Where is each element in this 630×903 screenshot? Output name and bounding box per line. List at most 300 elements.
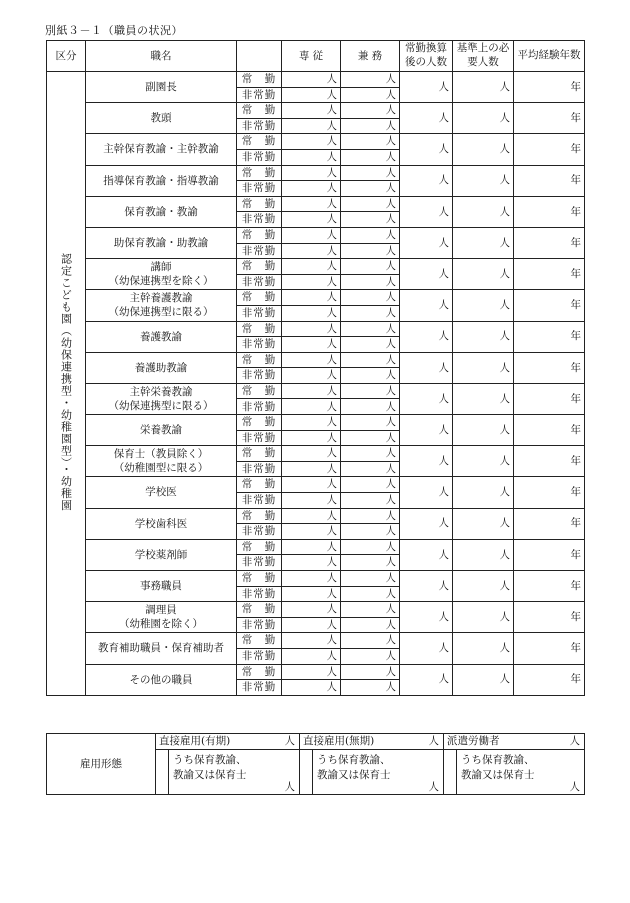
unit-person: 人 [326,462,337,475]
table-row [47,477,585,493]
job-title-cell [86,383,237,414]
document-title: 別紙３－１（職員の状況） [45,24,183,37]
converted-count-cell[interactable] [400,103,453,134]
unit-person: 人 [326,119,337,132]
unit-person: 人 [326,275,337,288]
converted-count-cell[interactable] [400,352,453,383]
job-title-cell [86,664,237,695]
employment-type-label: 非常勤 [241,525,277,538]
full-time-count-cell[interactable] [282,586,341,602]
table-row [47,633,585,649]
avg-experience-cell[interactable] [514,196,585,227]
employment-type-cell [237,430,282,446]
avg-experience-cell[interactable] [514,664,585,695]
job-title-cell [86,446,237,477]
employment-type-cell [237,227,282,243]
unit-person: 人 [326,634,337,647]
employment-type-cell [237,243,282,259]
employment-type-label: 非常勤 [241,275,277,288]
employment-type-label: 非常勤 [241,213,277,226]
concurrent-count-cell[interactable] [341,352,400,368]
full-time-count-cell[interactable] [282,181,341,197]
avg-experience-cell[interactable] [514,259,585,290]
avg-experience-cell[interactable] [514,103,585,134]
job-title: 学校医 [145,486,177,499]
concurrent-count-cell[interactable] [341,571,400,587]
employment-type-cell [237,118,282,134]
unit-person: 人 [326,213,337,226]
category-label: 認定こども園（幼保連携型・幼稚園型）・幼稚園 [59,252,73,512]
required-count-cell[interactable] [453,446,514,477]
full-time-count-cell[interactable] [282,103,341,119]
unit-person: 人 [385,353,396,366]
full-time-count-cell[interactable] [282,243,341,259]
full-time-count-cell[interactable] [282,368,341,384]
unit-label: 人 [438,486,449,499]
required-count-cell[interactable] [453,508,514,539]
employment-type-cell [237,617,282,633]
required-count-cell[interactable] [453,72,514,103]
full-time-count-cell[interactable] [282,118,341,134]
employment-type-label: 常 勤 [241,135,277,148]
employment-col-indefinite [300,734,444,750]
required-count-cell[interactable] [453,539,514,570]
avg-experience-cell[interactable] [514,602,585,633]
unit-person: 人 [326,556,337,569]
employment-type-cell [237,680,282,696]
unit-label: 人 [438,517,449,530]
full-time-count-cell[interactable] [282,461,341,477]
employment-type-label: 非常勤 [241,369,277,382]
unit-person: 人 [385,525,396,538]
full-time-count-cell[interactable] [282,321,341,337]
converted-count-cell[interactable] [400,196,453,227]
job-title: 学校薬剤師 [134,548,188,561]
employment-type-cell [237,259,282,275]
employment-type-cell [237,87,282,103]
concurrent-count-cell[interactable] [341,664,400,680]
unit-label: 人 [499,548,510,561]
unit-label: 人 [499,143,510,156]
full-time-count-cell[interactable] [282,165,341,181]
avg-experience-cell[interactable] [514,508,585,539]
employment-type-cell [237,149,282,165]
unit-person: 人 [326,400,337,413]
unit-label: 人 [499,642,510,655]
employment-type-cell [237,321,282,337]
required-count-cell[interactable] [453,103,514,134]
unit-person: 人 [385,478,396,491]
employment-type-cell [237,274,282,290]
full-time-count-cell[interactable] [282,227,341,243]
full-time-count-cell[interactable] [282,493,341,509]
unit-label: 人 [499,423,510,436]
concurrent-count-cell[interactable] [341,648,400,664]
full-time-count-cell[interactable] [282,196,341,212]
unit-person: 人 [385,73,396,86]
full-time-count-cell[interactable] [282,648,341,664]
full-time-count-cell[interactable] [282,290,341,306]
avg-experience-cell[interactable] [514,352,585,383]
job-title: 指導保育教諭・指導教諭 [103,174,219,187]
full-time-count-cell[interactable] [282,446,341,462]
unit-label: 年 [570,112,581,125]
converted-count-cell[interactable] [400,72,453,103]
unit-person: 人 [385,322,396,335]
concurrent-count-cell[interactable] [341,321,400,337]
concurrent-count-cell[interactable] [341,524,400,540]
unit-label: 年 [570,330,581,343]
employment-type-cell [237,181,282,197]
employment-type-label: 非常勤 [241,306,277,319]
job-title-cell [86,571,237,602]
job-title-cell [86,602,237,633]
unit-person: 人 [326,603,337,616]
job-title: 事務職員 [140,580,182,592]
unit-person: 人 [326,291,337,304]
required-count-cell[interactable] [453,415,514,446]
employment-type-label: 常 勤 [241,353,277,366]
required-count-cell[interactable] [453,227,514,258]
required-count-cell[interactable] [453,134,514,165]
unit-label: 年 [570,611,581,624]
unit-person: 人 [385,618,396,631]
required-count-cell[interactable] [453,352,514,383]
staff-status-table [46,40,585,696]
unit-person: 人 [385,244,396,257]
unit-person: 人 [326,509,337,522]
concurrent-count-cell[interactable] [341,461,400,477]
job-title-cell [86,539,237,570]
unit-person: 人 [385,135,396,148]
employment-type-cell [237,352,282,368]
concurrent-count-cell[interactable] [341,165,400,181]
full-time-count-cell[interactable] [282,352,341,368]
employment-sub-label: うち保育教諭、 教諭又は保育士 [173,754,247,782]
employment-type-cell [237,305,282,321]
table-row [47,383,585,399]
employment-type-cell [237,368,282,384]
converted-count-cell[interactable] [400,259,453,290]
full-time-count-cell[interactable] [282,305,341,321]
unit-person: 人 [326,338,337,351]
employment-type-label: 常 勤 [241,322,277,335]
avg-experience-cell[interactable] [514,415,585,446]
avg-experience-cell[interactable] [514,383,585,414]
table-row [47,508,585,524]
full-time-count-cell[interactable] [282,571,341,587]
full-time-count-cell[interactable] [282,617,341,633]
full-time-count-cell[interactable] [282,664,341,680]
required-count-cell[interactable] [453,477,514,508]
employment-type-cell [237,508,282,524]
job-title: その他の職員 [129,673,193,686]
concurrent-count-cell[interactable] [341,181,400,197]
required-count-cell[interactable] [453,321,514,352]
employment-sub-unit: 人 [569,780,580,793]
employment-type-cell [237,586,282,602]
full-time-count-cell[interactable] [282,602,341,618]
unit-label: 人 [499,673,510,686]
avg-experience-cell[interactable] [514,446,585,477]
required-count-cell[interactable] [453,602,514,633]
concurrent-count-cell[interactable] [341,259,400,275]
employment-type-cell [237,290,282,306]
full-time-count-cell[interactable] [282,477,341,493]
full-time-count-cell[interactable] [282,337,341,353]
concurrent-count-cell[interactable] [341,118,400,134]
job-title-cell [86,103,237,134]
employment-type-cell [237,477,282,493]
unit-label: 人 [499,486,510,499]
unit-label: 人 [499,205,510,218]
unit-label: 年 [570,174,581,187]
table-row [47,602,585,618]
table-row [47,446,585,462]
unit-label: 人 [438,361,449,374]
unit-label: 人 [438,236,449,249]
unit-person: 人 [326,151,337,164]
unit-label: 人 [438,330,449,343]
required-count-cell[interactable] [453,633,514,664]
job-title: 副園長 [145,81,177,93]
converted-count-cell[interactable] [400,602,453,633]
avg-experience-cell[interactable] [514,321,585,352]
full-time-count-cell[interactable] [282,415,341,431]
employment-sub-unit: 人 [428,780,439,793]
job-title-cell [86,165,237,196]
avg-experience-cell[interactable] [514,290,585,321]
unit-label: 人 [499,267,510,280]
employment-col-unit: 人 [284,735,295,747]
employment-type-label: 常 勤 [241,197,277,210]
full-time-count-cell[interactable] [282,87,341,103]
unit-person: 人 [385,291,396,304]
unit-label: 年 [570,236,581,249]
employment-col-unit: 人 [428,735,439,747]
employment-type-label: 非常勤 [241,587,277,600]
employment-label: 雇用形態 [47,734,156,795]
unit-label: 人 [499,611,510,624]
converted-count-cell[interactable] [400,539,453,570]
unit-person: 人 [326,197,337,210]
unit-person: 人 [326,166,337,179]
employment-col-unit: 人 [569,735,580,747]
concurrent-count-cell[interactable] [341,103,400,119]
unit-label: 年 [570,517,581,530]
avg-experience-cell[interactable] [514,477,585,508]
converted-count-cell[interactable] [400,321,453,352]
full-time-count-cell[interactable] [282,633,341,649]
required-count-cell[interactable] [453,571,514,602]
full-time-count-cell[interactable] [282,555,341,571]
unit-person: 人 [326,73,337,86]
table-row [47,415,585,431]
employment-type-label: 常 勤 [241,260,277,273]
category-cell [47,72,86,696]
avg-experience-cell[interactable] [514,72,585,103]
unit-person: 人 [385,681,396,694]
job-title: 保育士（教員除く） （幼稚園型に限る） [113,448,209,475]
converted-count-cell[interactable] [400,415,453,446]
converted-count-cell[interactable] [400,227,453,258]
unit-label: 人 [438,455,449,468]
avg-experience-cell[interactable] [514,134,585,165]
converted-count-cell[interactable] [400,508,453,539]
full-time-count-cell[interactable] [282,680,341,696]
concurrent-count-cell[interactable] [341,274,400,290]
employment-col-title: 派遣労働者 [447,735,500,747]
full-time-count-cell[interactable] [282,72,341,88]
employment-type-cell [237,524,282,540]
full-time-count-cell[interactable] [282,539,341,555]
concurrent-count-cell[interactable] [341,243,400,259]
concurrent-count-cell[interactable] [341,415,400,431]
header-category: 区分 [47,41,86,72]
job-title-cell [86,321,237,352]
unit-person: 人 [385,369,396,382]
unit-person: 人 [326,431,337,444]
concurrent-count-cell[interactable] [341,368,400,384]
unit-label: 人 [438,205,449,218]
converted-count-cell[interactable] [400,477,453,508]
unit-person: 人 [385,572,396,585]
unit-person: 人 [385,88,396,101]
concurrent-count-cell[interactable] [341,290,400,306]
concurrent-count-cell[interactable] [341,305,400,321]
employment-sub-dispatch [444,750,585,795]
avg-experience-cell[interactable] [514,539,585,570]
avg-experience-cell[interactable] [514,227,585,258]
unit-label: 人 [438,579,449,592]
concurrent-count-cell[interactable] [341,508,400,524]
required-count-cell[interactable] [453,664,514,695]
employment-type-label: 非常勤 [241,556,277,569]
job-title: 主幹保育教諭・主幹教諭 [103,143,219,156]
concurrent-count-cell[interactable] [341,430,400,446]
unit-person: 人 [326,650,337,663]
converted-count-cell[interactable] [400,664,453,695]
header-blank [237,41,282,72]
full-time-count-cell[interactable] [282,383,341,399]
full-time-count-cell[interactable] [282,274,341,290]
concurrent-count-cell[interactable] [341,633,400,649]
concurrent-count-cell[interactable] [341,196,400,212]
concurrent-count-cell[interactable] [341,337,400,353]
concurrent-count-cell[interactable] [341,134,400,150]
concurrent-count-cell[interactable] [341,555,400,571]
required-count-cell[interactable] [453,383,514,414]
unit-person: 人 [385,509,396,522]
job-title-cell [86,477,237,508]
table-row [47,196,585,212]
unit-label: 年 [570,299,581,312]
employment-type-label: 非常勤 [241,462,277,475]
employment-type-cell [237,399,282,415]
converted-count-cell[interactable] [400,383,453,414]
full-time-count-cell[interactable] [282,212,341,228]
concurrent-count-cell[interactable] [341,446,400,462]
unit-label: 年 [570,673,581,686]
concurrent-count-cell[interactable] [341,87,400,103]
job-title: 教育補助職員・保育補助者 [98,642,224,655]
avg-experience-cell[interactable] [514,165,585,196]
unit-label: 人 [438,80,449,93]
converted-count-cell[interactable] [400,571,453,602]
unit-label: 年 [570,392,581,405]
concurrent-count-cell[interactable] [341,602,400,618]
full-time-count-cell[interactable] [282,508,341,524]
unit-label: 年 [570,267,581,280]
employment-type-label: 常 勤 [241,540,277,553]
concurrent-count-cell[interactable] [341,680,400,696]
required-count-cell[interactable] [453,259,514,290]
job-title: 養護助教諭 [134,361,188,374]
table-row [47,571,585,587]
table-row [47,259,585,275]
employment-sub-label: うち保育教諭、 教諭又は保育士 [317,754,391,782]
unit-person: 人 [385,540,396,553]
concurrent-count-cell[interactable] [341,586,400,602]
employment-type-label: 非常勤 [241,400,277,413]
unit-person: 人 [385,119,396,132]
required-count-cell[interactable] [453,165,514,196]
required-count-cell[interactable] [453,290,514,321]
concurrent-count-cell[interactable] [341,477,400,493]
table-row [47,539,585,555]
converted-count-cell[interactable] [400,290,453,321]
unit-person: 人 [385,104,396,117]
concurrent-count-cell[interactable] [341,399,400,415]
employment-col-title: 直接雇用(無期) [303,735,375,747]
unit-label: 人 [499,174,510,187]
employment-type-label: 常 勤 [241,447,277,460]
unit-person: 人 [326,416,337,429]
avg-experience-cell[interactable] [514,571,585,602]
converted-count-cell[interactable] [400,633,453,664]
concurrent-count-cell[interactable] [341,72,400,88]
employment-type-cell [237,383,282,399]
required-count-cell[interactable] [453,196,514,227]
job-title-cell [86,227,237,258]
job-title: 養護教諭 [140,330,182,343]
concurrent-count-cell[interactable] [341,617,400,633]
full-time-count-cell[interactable] [282,399,341,415]
employment-col-dispatch [444,734,585,750]
avg-experience-cell[interactable] [514,633,585,664]
concurrent-count-cell[interactable] [341,493,400,509]
full-time-count-cell[interactable] [282,259,341,275]
converted-count-cell[interactable] [400,134,453,165]
converted-count-cell[interactable] [400,446,453,477]
unit-person: 人 [326,104,337,117]
concurrent-count-cell[interactable] [341,539,400,555]
unit-person: 人 [385,228,396,241]
concurrent-count-cell[interactable] [341,212,400,228]
concurrent-count-cell[interactable] [341,383,400,399]
unit-person: 人 [385,306,396,319]
converted-count-cell[interactable] [400,165,453,196]
full-time-count-cell[interactable] [282,149,341,165]
concurrent-count-cell[interactable] [341,227,400,243]
employment-col-title: 直接雇用(有期) [159,735,231,747]
job-title-cell [86,508,237,539]
full-time-count-cell[interactable] [282,134,341,150]
employment-type-cell [237,602,282,618]
full-time-count-cell[interactable] [282,524,341,540]
full-time-count-cell[interactable] [282,430,341,446]
concurrent-count-cell[interactable] [341,149,400,165]
